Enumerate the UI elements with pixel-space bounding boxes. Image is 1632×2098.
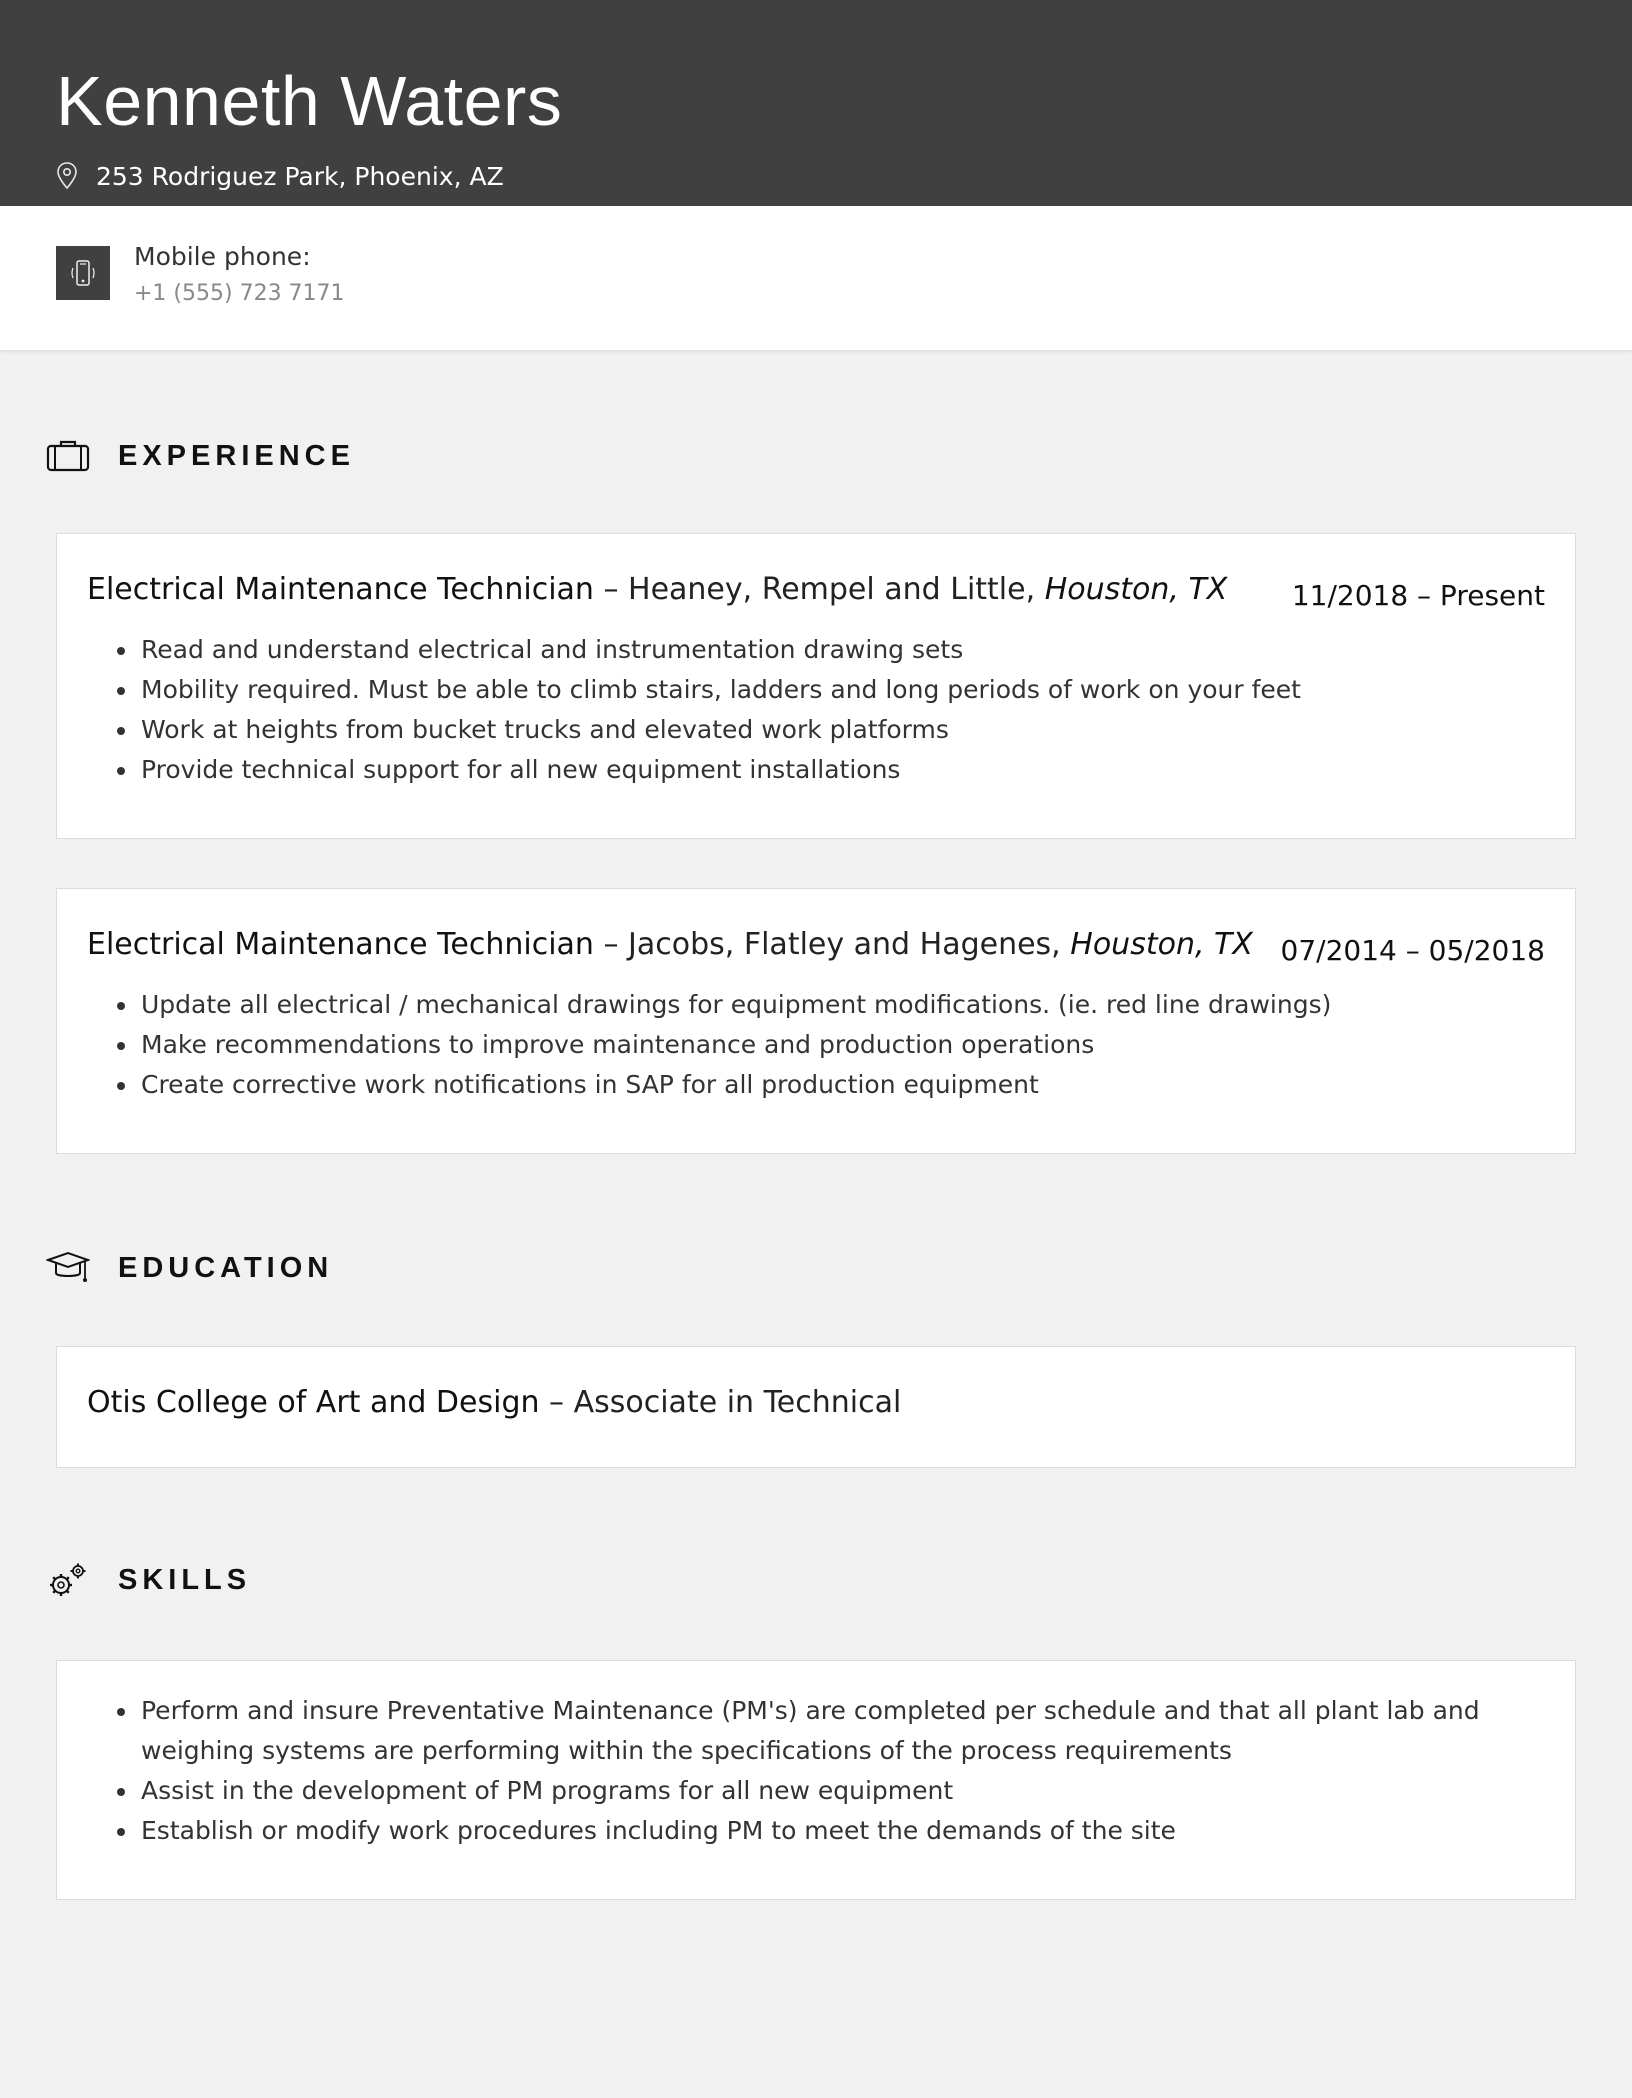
education-card [56, 1346, 1576, 1468]
list-item: Provide technical support for all new equipment installations [107, 750, 1545, 790]
education-entry [87, 1385, 901, 1421]
list-item: Mobility required. Must be able to climb stairs, ladders and long periods of work on your feet [107, 670, 1545, 710]
job-location: Houston, TX [1070, 927, 1253, 962]
list-item: Read and understand electrical and instrumentation drawing sets [107, 630, 1545, 670]
mobile-phone-icon [56, 246, 110, 300]
title-separator: – [593, 572, 629, 607]
skills-card [56, 1660, 1576, 1900]
gears-icon [46, 1560, 90, 1600]
education-title: EDUCATION [118, 1251, 334, 1284]
phone-label: Mobile phone: [134, 242, 311, 271]
contact-bar [0, 206, 1632, 350]
list-item: Make recommendations to improve maintenance and production operations [107, 1025, 1545, 1065]
job-title: Electrical Maintenance Technician [87, 572, 594, 607]
list-item: Establish or modify work procedures including PM to meet the demands of the site [107, 1811, 1545, 1851]
title-separator: – [593, 927, 629, 962]
skills-section-heading [46, 1560, 251, 1600]
map-pin-icon [56, 161, 82, 191]
address-line [56, 158, 504, 194]
education-section-heading [46, 1248, 333, 1288]
skills-title: SKILLS [118, 1563, 252, 1596]
company-name: Jacobs, Flatley and Hagenes, [628, 927, 1061, 962]
phone-value: +1 (555) 723 7171 [134, 281, 345, 306]
experience-card-1 [56, 533, 1576, 839]
job-bullet-list [107, 630, 1545, 790]
candidate-name: Kenneth Waters [56, 62, 563, 140]
list-item: Assist in the development of PM programs for all new equipment [107, 1771, 1545, 1811]
school-name: Otis College of Art and Design [87, 1385, 540, 1420]
experience-section-heading [46, 436, 355, 476]
job-location: Houston, TX [1044, 572, 1228, 607]
company-name: Heaney, Rempel and Little, [628, 572, 1036, 607]
job-title: Electrical Maintenance Technician [87, 927, 594, 962]
job-dates: 07/2014 – 05/2018 [1280, 934, 1545, 967]
list-item: Create corrective work notifications in SAP for all production equipment [107, 1065, 1545, 1105]
job-bullet-list [107, 985, 1545, 1105]
list-item: Perform and insure Preventative Maintenance (PM's) are completed per schedule and that all plant lab and weighing systems are performing within the specifications of the process requirements [107, 1691, 1545, 1771]
briefcase-icon [46, 436, 90, 476]
skills-list [107, 1691, 1545, 1851]
resume-header [0, 0, 1632, 206]
education-separator: – [539, 1385, 574, 1420]
list-item: Work at heights from bucket trucks and elevated work platforms [107, 710, 1545, 750]
degree-name: Associate in Technical [573, 1385, 902, 1420]
address-text: 253 Rodriguez Park, Phoenix, AZ [96, 161, 504, 191]
graduation-cap-icon [46, 1248, 90, 1288]
list-item: Update all electrical / mechanical drawings for equipment modifications. (ie. red line drawings) [107, 985, 1545, 1025]
job-heading [87, 572, 1227, 608]
job-heading [87, 927, 1253, 963]
experience-card-2 [56, 888, 1576, 1154]
job-dates: 11/2018 – Present [1291, 579, 1545, 612]
experience-title: EXPERIENCE [118, 439, 355, 472]
